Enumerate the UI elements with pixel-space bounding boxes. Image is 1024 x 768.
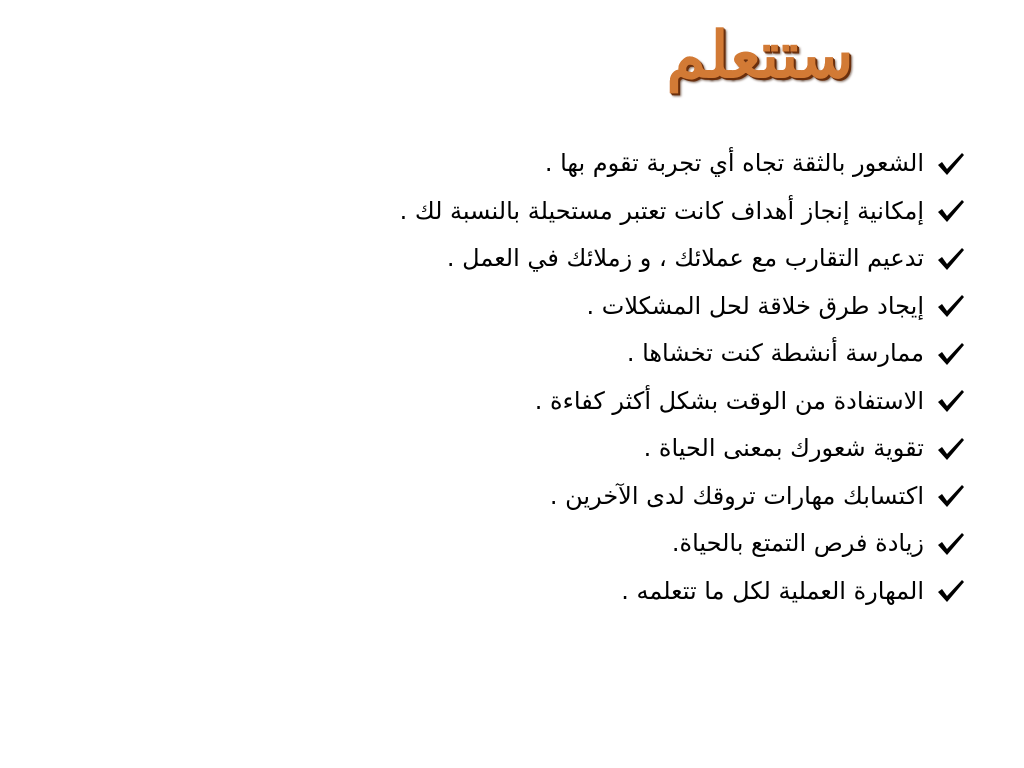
checkmark-icon — [934, 479, 968, 513]
list-item-text: تقوية شعورك بمعنى الحياة . — [643, 434, 924, 463]
checkmark-icon — [934, 527, 968, 561]
list-item — [288, 188, 968, 236]
list-item-text: المهارة العملية لكل ما تتعلمه . — [621, 576, 924, 605]
list-item-text: ممارسة أنشطة كنت تخشاها . — [626, 339, 924, 368]
list-item-text: إمكانية إنجاز أهداف كانت تعتبر مستحيلة بالنسبة لك . — [399, 196, 924, 225]
list-item-text: إيجاد طرق خلاقة لحل المشكلات . — [586, 291, 924, 320]
checkmark-icon — [934, 194, 968, 228]
checkmark-icon — [934, 242, 968, 276]
list-item — [288, 473, 968, 521]
list-item — [288, 520, 968, 568]
list-item — [288, 235, 968, 283]
list-item-text: الاستفادة من الوقت بشكل أكثر كفاءة . — [534, 386, 924, 415]
list-item-text: اكتسابك مهارات تروقك لدى الآخرين . — [549, 481, 924, 510]
checkmark-icon — [934, 574, 968, 608]
list-item — [288, 568, 968, 616]
list-item — [288, 330, 968, 378]
list-item-text: تدعيم التقارب مع عملائك ، و زملائك في العمل . — [446, 244, 924, 273]
list-item-text: زيادة فرص التمتع بالحياة. — [671, 529, 924, 558]
checkmark-icon — [934, 432, 968, 466]
slide-title: ستتعلم — [560, 18, 960, 93]
list-item — [288, 378, 968, 426]
bullet-list — [288, 140, 968, 615]
list-item — [288, 140, 968, 188]
list-item-text: الشعور بالثقة تجاه أي تجربة تقوم بها . — [544, 149, 924, 178]
list-item — [288, 283, 968, 331]
checkmark-icon — [934, 384, 968, 418]
checkmark-icon — [934, 147, 968, 181]
checkmark-icon — [934, 289, 968, 323]
list-item — [288, 425, 968, 473]
checkmark-icon — [934, 337, 968, 371]
